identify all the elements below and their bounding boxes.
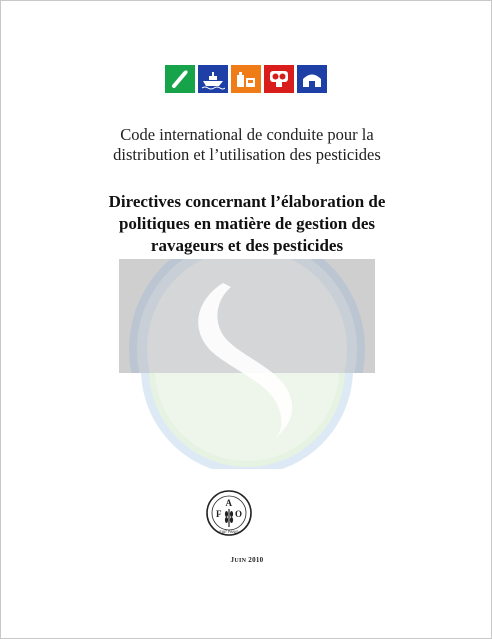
svg-text:F: F — [216, 509, 222, 519]
ship-icon — [198, 65, 228, 93]
date-year: 2010 — [248, 556, 264, 564]
subtitle-line-2: distribution et l’utilisation des pesticides — [113, 145, 381, 164]
cover-emblem-graphic — [119, 259, 375, 469]
document-title — [1, 191, 492, 257]
svg-text:A: A — [225, 498, 232, 508]
code-subtitle — [1, 125, 492, 165]
hazard-mask-icon — [264, 65, 294, 93]
subtitle-line-1: Code international de conduite pour la — [120, 125, 374, 144]
containers-icon — [231, 65, 261, 93]
svg-text:O: O — [235, 509, 243, 519]
fao-logo-icon — [205, 489, 253, 537]
spray-icon — [165, 65, 195, 93]
date-initial: J — [230, 556, 235, 564]
icon-strip — [165, 65, 327, 93]
title-line-3: ravageurs et des pesticides — [150, 236, 344, 255]
svg-text:FIAT PANIS: FIAT PANIS — [219, 530, 239, 534]
title-line-2: politiques en matière de gestion des — [118, 214, 376, 233]
storehouse-icon — [297, 65, 327, 93]
publication-date — [1, 556, 492, 564]
date-rest: UIN — [234, 558, 247, 564]
title-line-1: Directives concernant l’élaboration de — [108, 192, 386, 211]
